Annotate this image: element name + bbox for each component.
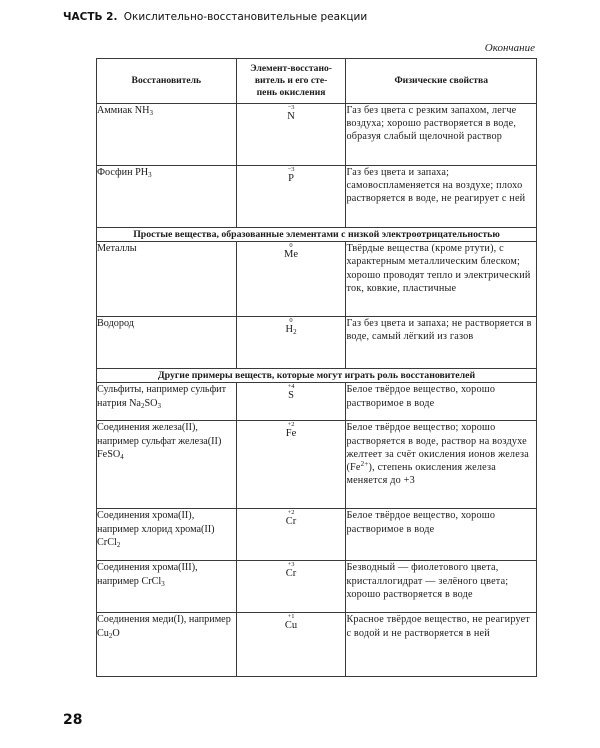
part-label: ЧАСТЬ 2. (63, 11, 118, 23)
running-head (63, 11, 367, 23)
table-row (97, 317, 537, 369)
properties-text: Безводный — фиолетового цвета, кристаллогидрат — зелёного цвета; хорошо растворяется в воде (346, 562, 509, 600)
physical-properties-cell (346, 166, 537, 228)
table-row (97, 613, 537, 677)
formula-subscript: 2 (108, 631, 113, 640)
table-row (97, 104, 537, 166)
reducer-name-cell (97, 242, 237, 317)
symbol-text: P (288, 173, 294, 184)
table-row (97, 166, 537, 228)
formula-subscript: 3 (149, 109, 153, 117)
reducer-name: Соединения меди(I), например Cu (97, 614, 231, 639)
reducer-name: Соединения хрома(III), например CrCl (97, 562, 198, 587)
table-row (97, 561, 537, 613)
properties-text: Газ без цвета и запаха; самовоспламеняется на воздухе; плохо растворяется в воде, не реагирует с ней (346, 167, 526, 205)
properties-text: Красное твёрдое вещество, не реагирует с водой и не растворяется в ней (346, 614, 531, 639)
element-symbol (237, 620, 346, 631)
element-cell (236, 104, 346, 166)
element-symbol (237, 324, 346, 335)
chapter-title: Окислительно-восстановительные реакции (123, 11, 368, 23)
symbol-text: S (288, 390, 294, 402)
reducer-name-cell (97, 104, 237, 166)
physical-properties-cell (346, 561, 537, 613)
element-cell (236, 561, 346, 613)
formula-subscript: 2 (116, 540, 121, 549)
reducer-name: Сульфиты, например сульфит натрия Na (97, 384, 227, 409)
oxidation-state: −3 (287, 166, 295, 173)
symbol-text: Fe (285, 428, 297, 440)
reducer-name-cell (97, 613, 237, 677)
page-number: 28 (63, 712, 83, 728)
symbol-text: Cu (284, 620, 298, 632)
column-header-element: Элемент-восстано-витель и его сте-пень окисления (236, 59, 346, 104)
properties-text: Белое твёрдое вещество, хорошо растворимое в воде (346, 384, 496, 409)
table-row (97, 421, 537, 509)
reducer-name-cell (97, 166, 237, 228)
symbol-text: Me (284, 249, 299, 261)
element-cell (236, 166, 346, 228)
formula-subscript: 3 (157, 401, 161, 410)
symbol-text: N (287, 111, 295, 122)
column-header-properties: Физические свойства (346, 59, 537, 104)
formula-subscript: 2 (140, 401, 145, 410)
physical-properties-cell (346, 509, 537, 561)
physical-properties-cell (346, 242, 537, 317)
oxidation-state: +2 (287, 509, 295, 517)
section-header-row (97, 369, 537, 383)
table-continuation-caption: Окончание (484, 42, 535, 54)
table-row (97, 509, 537, 561)
element-symbol (237, 111, 346, 122)
properties-text: Газ без цвета с резким запахом, легче воздуха; хорошо растворяется в воде, образуя слабый щелочной раствор (346, 105, 517, 143)
element-symbol (237, 390, 346, 401)
reducer-name-cell (97, 509, 237, 561)
reducer-name-cell (97, 383, 237, 421)
element-symbol (237, 516, 346, 527)
element-cell (236, 317, 346, 369)
reducer-name-cell (97, 421, 237, 509)
oxidation-state: +4 (287, 383, 295, 391)
element-symbol (237, 428, 346, 439)
element-cell (236, 383, 346, 421)
oxidation-state: +1 (287, 613, 295, 621)
table-header-row (97, 59, 537, 104)
section-title: Простые вещества, образованные элементами с низкой электроотрицательностью (97, 228, 537, 242)
reducer-name-cell (97, 317, 237, 369)
reducer-name: Соединения хрома(II), например хлорид хрома(II) CrCl (97, 510, 215, 548)
physical-properties-cell (346, 383, 537, 421)
formula-subscript: 4 (120, 452, 124, 461)
table-row (97, 242, 537, 317)
element-cell (236, 242, 346, 317)
oxidation-state: +2 (287, 421, 295, 429)
column-header-reducer: Восстановитель (97, 59, 237, 104)
reducer-name: Водород (97, 318, 134, 330)
physical-properties-cell (346, 104, 537, 166)
symbol-subscript: 2 (293, 328, 297, 337)
formula-subscript: 3 (148, 171, 152, 179)
reducer-name: Соединения железа(II), например сульфат железа(II) FeSO (97, 422, 222, 460)
element-symbol (237, 173, 346, 184)
section-header-row (97, 228, 537, 242)
element-symbol (237, 249, 346, 260)
reducer-name: Фосфин PH (97, 167, 149, 178)
physical-properties-cell (346, 421, 537, 509)
symbol-text: Cr (285, 568, 297, 580)
oxidation-state: 0 (289, 317, 293, 325)
element-cell (236, 509, 346, 561)
reducer-name: Металлы (97, 243, 137, 255)
oxidation-state: +3 (287, 561, 295, 569)
oxidation-state: −3 (287, 104, 295, 111)
properties-text: Твёрдые вещества (кроме ртути), с характерным металлическим блеском; хорошо проводят тепло и электрический ток, ковкие, пластичные (346, 243, 531, 294)
properties-text-cont: ), степень окисления железа меняется до +3 (346, 462, 496, 487)
reducer-name: Аммиак NH (97, 105, 150, 116)
properties-text: Белое твёрдое вещество, хорошо растворимое в воде (346, 510, 496, 535)
formula-tail: O (112, 627, 120, 639)
reducer-name-cell (97, 561, 237, 613)
formula-subscript: 3 (161, 579, 165, 588)
reducing-agents-table (96, 58, 537, 677)
physical-properties-cell (346, 613, 537, 677)
properties-text: Белое твёрдое вещество; хорошо растворяется в воде, раствор на воздухе желтеет за счёт окисления ионов железа (Fe (346, 422, 530, 474)
element-symbol (237, 568, 346, 579)
table-row (97, 383, 537, 421)
physical-properties-cell (346, 317, 537, 369)
symbol-text: H (285, 324, 294, 336)
formula-tail: SO (144, 397, 158, 409)
properties-text: Газ без цвета и запаха; не растворяется в воде, самый лёгкий из газов (346, 318, 532, 343)
ion-charge: 2+ (360, 460, 369, 469)
oxidation-state: 0 (289, 242, 293, 250)
section-title: Другие примеры веществ, которые могут играть роль восстановителей (97, 369, 537, 383)
symbol-text: Cr (285, 516, 297, 528)
element-cell (236, 421, 346, 509)
element-cell (236, 613, 346, 677)
